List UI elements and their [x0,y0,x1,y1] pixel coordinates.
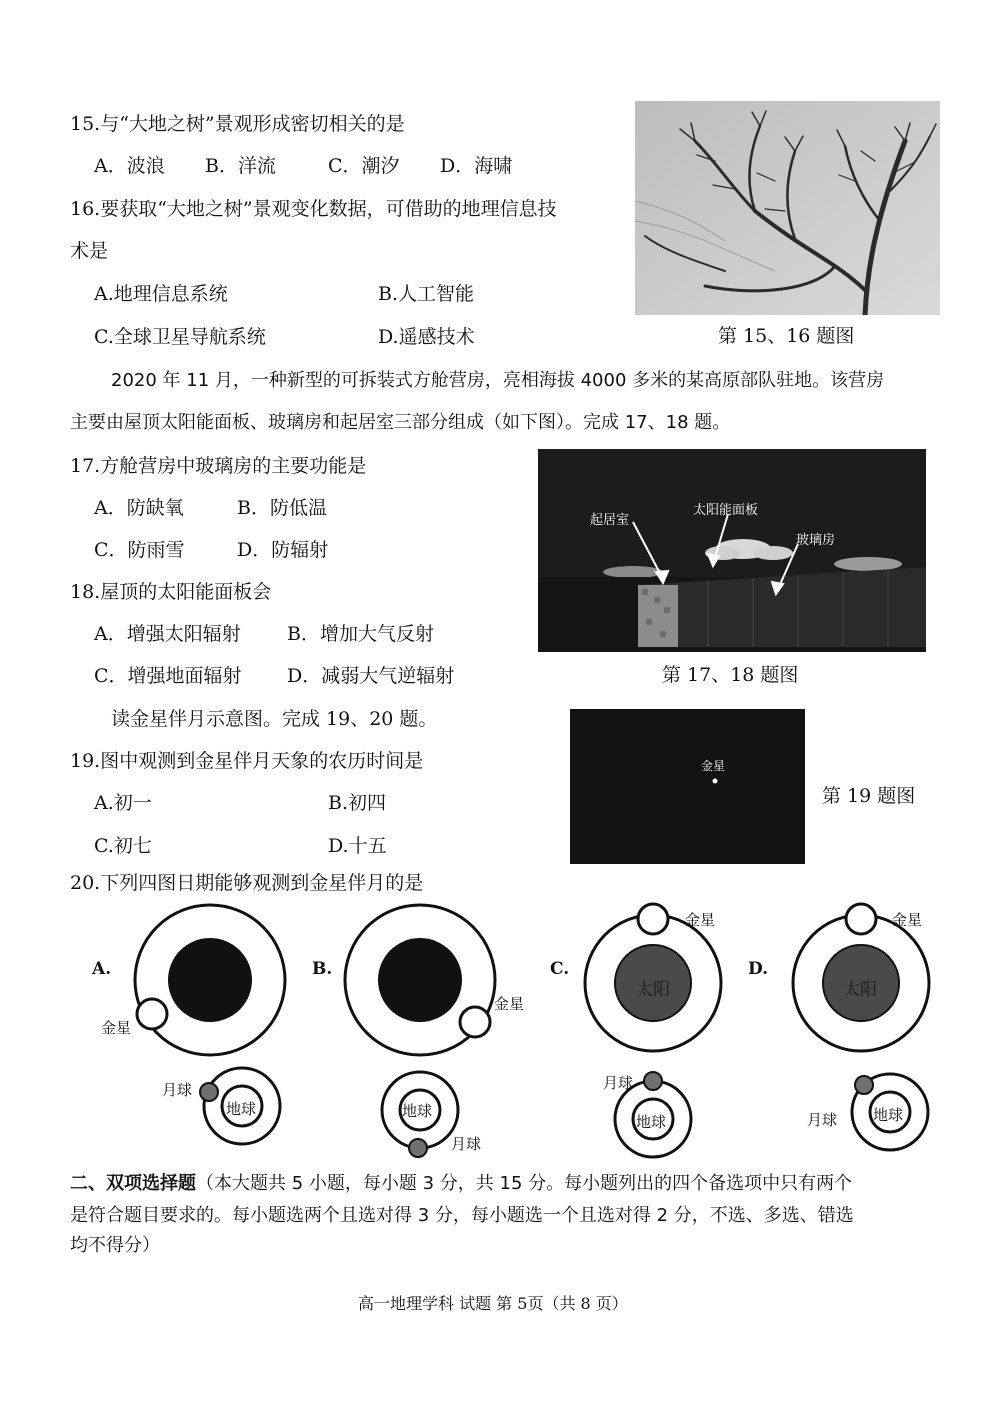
q18-option-a: A．增强太阳辐射 [94,623,241,645]
diagram-a-letter: A. [92,959,112,979]
section-2-instructions: （本大题共 5 小题，每小题 3 分，共 15 分。每小题列出的四个备选项中只有两个 [196,1173,853,1194]
sun [168,938,252,1022]
moon [409,1139,427,1157]
q19-option-b: B.初四 [328,792,387,814]
diagram-d-sun-label: 太阳 [843,980,877,1000]
diagram-d-venus-label: 金星 [892,911,923,929]
passage-17-18-line1: 2020 年 11 月，一种新型的可拆装式方舱营房，亮相海拔 4000 多米的某高原部队驻地。该营房 [111,370,885,391]
q20-stem: 20.下列四图日期能够观测到金星伴月的是 [70,872,424,894]
moon [644,1072,662,1090]
q17-option-d: D．防辐射 [237,539,329,561]
fig-19-caption: 第 19 题图 [822,785,916,807]
passage-17-18-line2: 主要由屋顶太阳能面板、玻璃房和起居室三部分组成（如下图）。完成 17、18 题。 [70,412,731,433]
diagram-c-moon-label: 月球 [603,1074,634,1092]
diagram-d-earth-label: 地球 [873,1106,904,1124]
q16-option-b: B.人工智能 [378,283,475,305]
page-footer: 高一地理学科 试题 第 5页（共 8 页） [358,1294,628,1313]
venus-moon-photo [570,709,805,864]
q15-stem: 15.与“大地之树”景观形成密切相关的是 [70,113,405,135]
q15-option-a: A．波浪 [94,155,165,177]
venus-moon-illustration [570,709,805,864]
cabin-illustration [538,449,926,652]
venus [460,1007,490,1037]
q15-option-d: D．海啸 [440,155,513,177]
q17-stem: 17.方舱营房中玻璃房的主要功能是 [70,455,367,477]
q18-option-b: B．增加大气反射 [287,623,434,645]
section-2-line1 [70,1175,852,1193]
q16-option-a: A.地理信息系统 [94,283,228,305]
diagram-b-drawing [310,900,540,1160]
section-2-line3: 均不得分） [70,1235,160,1256]
q17-option-b: B．防低温 [237,497,327,519]
fig-17-18-caption: 第 17、18 题图 [662,664,799,686]
diagram-c-sun-label: 太阳 [636,980,670,1000]
venus [137,999,167,1029]
q19-option-d: D.十五 [328,835,387,857]
venus-photo-label: 金星 [701,759,726,773]
section-2-line2: 是符合题目要求的。每小题选两个且选对得 3 分，每小题选一个且选对得 2 分，不选、多选、错选 [70,1205,854,1226]
diagram-c-earth-label: 地球 [636,1113,667,1131]
diagram-b-venus-label: 金星 [494,995,525,1013]
diagram-b-earth-label: 地球 [402,1102,433,1120]
q18-stem: 18.屋顶的太阳能面板会 [70,581,272,603]
tidal-tree-illustration [635,101,940,315]
diagram-c-venus-label: 金星 [685,911,716,929]
venus [846,904,876,934]
fig-15-16-caption: 第 15、16 题图 [718,325,855,347]
diagram-d-moon-label: 月球 [807,1111,838,1129]
cabin-photo [538,449,926,652]
section-2-title: 二、双项选择题 [70,1173,196,1194]
diagram-b-letter: B. [312,959,333,979]
q18-option-d: D．减弱大气逆辐射 [287,665,455,687]
passage-19-20: 读金星伴月示意图。完成 19、20 题。 [111,708,438,730]
diagram-b-moon-label: 月球 [451,1135,482,1153]
q19-option-a: A.初一 [94,792,152,814]
q19-stem: 19.图中观测到金星伴月天象的农历时间是 [70,750,424,772]
sun [378,938,462,1022]
diagram-a-earth-label: 地球 [226,1100,257,1118]
q16-stem-line1: 16.要获取“大地之树”景观变化数据，可借助的地理信息技 [70,198,557,220]
tidal-tree-photo [635,101,940,315]
q17-option-c: C．防雨雪 [94,539,185,561]
moon [200,1083,218,1101]
diagram-a-venus-label: 金星 [101,1019,132,1037]
q19-option-c: C.初七 [94,835,152,857]
q16-option-c: C.全球卫星导航系统 [94,326,266,348]
diagram-c-letter: C. [550,959,570,979]
venus [638,904,668,934]
label-living-room: 起居室 [590,513,630,528]
q16-stem-line2: 术是 [70,240,109,262]
q15-option-c: C．潮汐 [328,155,400,177]
venus-point [713,779,718,784]
q17-option-a: A．防缺氧 [94,497,184,519]
q16-option-d: D.遥感技术 [378,326,475,348]
q18-option-c: C．增强地面辐射 [94,665,242,687]
q15-option-b: B．洋流 [205,155,276,177]
moon [855,1076,873,1094]
label-glass-house: 玻璃房 [796,533,836,548]
diagram-a-moon-label: 月球 [162,1081,193,1099]
label-solar-panel: 太阳能面板 [693,503,759,518]
diagram-d-letter: D. [748,959,769,979]
